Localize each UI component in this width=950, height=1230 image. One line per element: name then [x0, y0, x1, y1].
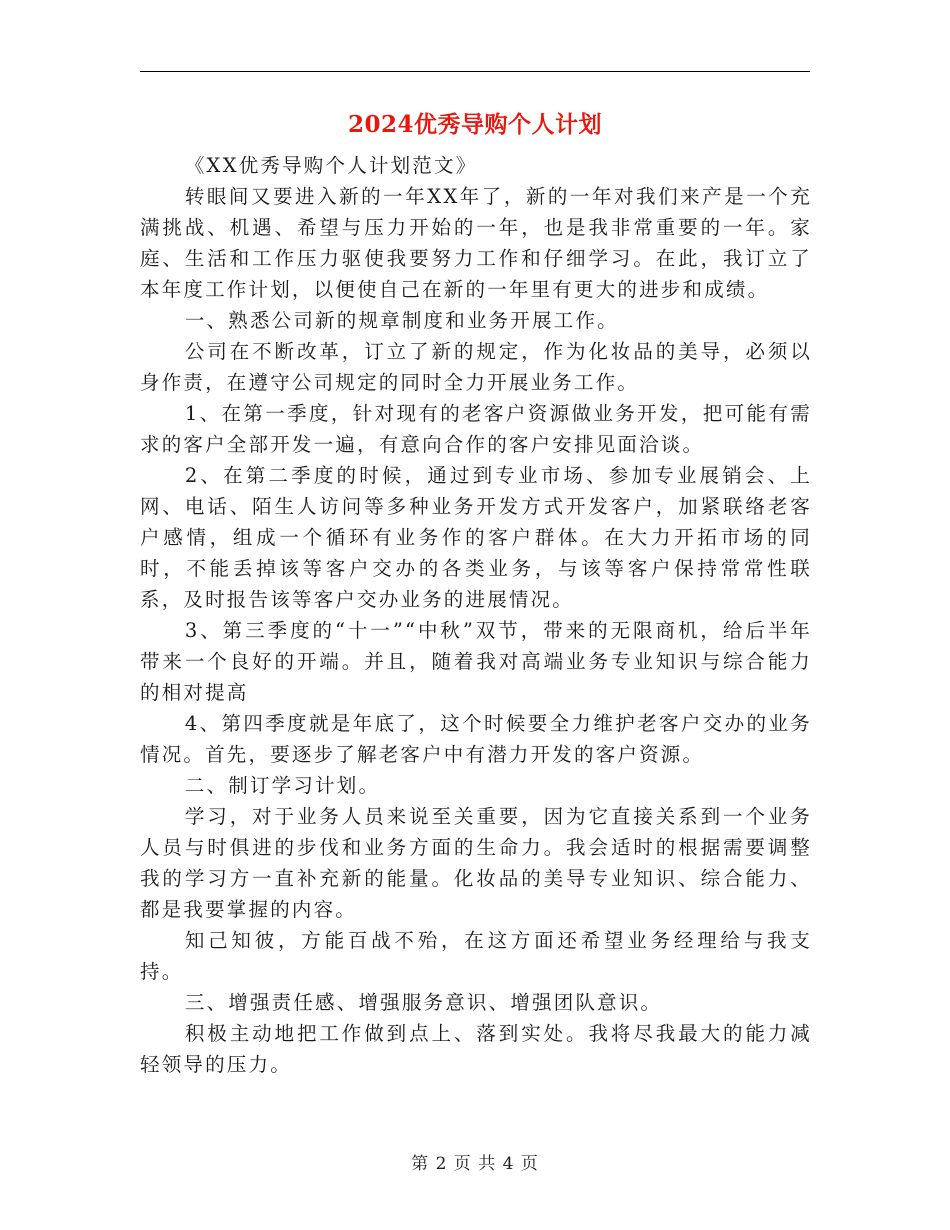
header-rule	[140, 71, 810, 72]
document-title: 2024优秀导购个人计划	[347, 111, 602, 138]
paragraph-q2: 2、在第二季度的时候，通过到专业市场、参加专业展销会、上网、电话、陌生人访问等多种业务开发方式开发客户，加紧联络老客户感情，组成一个循环有业务作的客户群体。在大力开拓市场的同时，不能丢掉该等客户交办的各类业务，与该等客户保持常常性联系，及时报告该等客户交办业务的进展情况。	[140, 464, 812, 611]
paragraph-q1: 1、在第一季度，针对现有的老客户资源做业务开发，把可能有需求的客户全部开发一遍，有意向合作的客户安排见面洽谈。	[140, 402, 812, 456]
paragraph: 公司在不断改革，订立了新的规定，作为化妆品的美导，必须以身作责，在遵守公司规定的同时全力开展业务工作。	[140, 340, 812, 394]
paragraph: 积极主动地把工作做到点上、落到实处。我将尽我最大的能力减轻领导的压力。	[140, 1022, 812, 1076]
paragraph-subtitle: 《XX优秀导购个人计划范文》	[184, 154, 478, 177]
section-heading-3: 三、增强责任感、增强服务意识、增强团队意识。	[184, 991, 663, 1014]
document-body	[140, 150, 812, 1080]
section-heading-1: 一、熟悉公司新的规章制度和业务开展工作。	[184, 309, 619, 332]
paragraph: 知己知彼，方能百战不殆，在这方面还希望业务经理给与我支持。	[140, 929, 812, 983]
page-number-footer: 第 2 页 共 4 页	[411, 1154, 539, 1174]
paragraph-q4: 4、第四季度就是年底了，这个时候要全力维护老客户交办的业务情况。首先，要逐步了解老客户中有潜力开发的客户资源。	[140, 712, 812, 766]
paragraph-intro: 转眼间又要进入新的一年XX年了，新的一年对我们来产是一个充满挑战、机遇、希望与压力开始的一年，也是我非常重要的一年。家庭、生活和工作压力驱使我要努力工作和仔细学习。在此，我订立了本年度工作计划，以便使自己在新的一年里有更大的进步和成绩。	[140, 185, 812, 301]
paragraph-q3: 3、第三季度的“十一”“中秋”双节，带来的无限商机，给后半年带来一个良好的开端。并且，随着我对高端业务专业知识与综合能力的相对提高	[140, 619, 812, 704]
paragraph: 学习，对于业务人员来说至关重要，因为它直接关系到一个业务人员与时俱进的步伐和业务方面的生命力。我会适时的根据需要调整我的学习方一直补充新的能量。化妆品的美导专业知识、综合能力、都是我要掌握的内容。	[140, 805, 812, 921]
section-heading-2: 二、制订学习计划。	[184, 774, 381, 797]
